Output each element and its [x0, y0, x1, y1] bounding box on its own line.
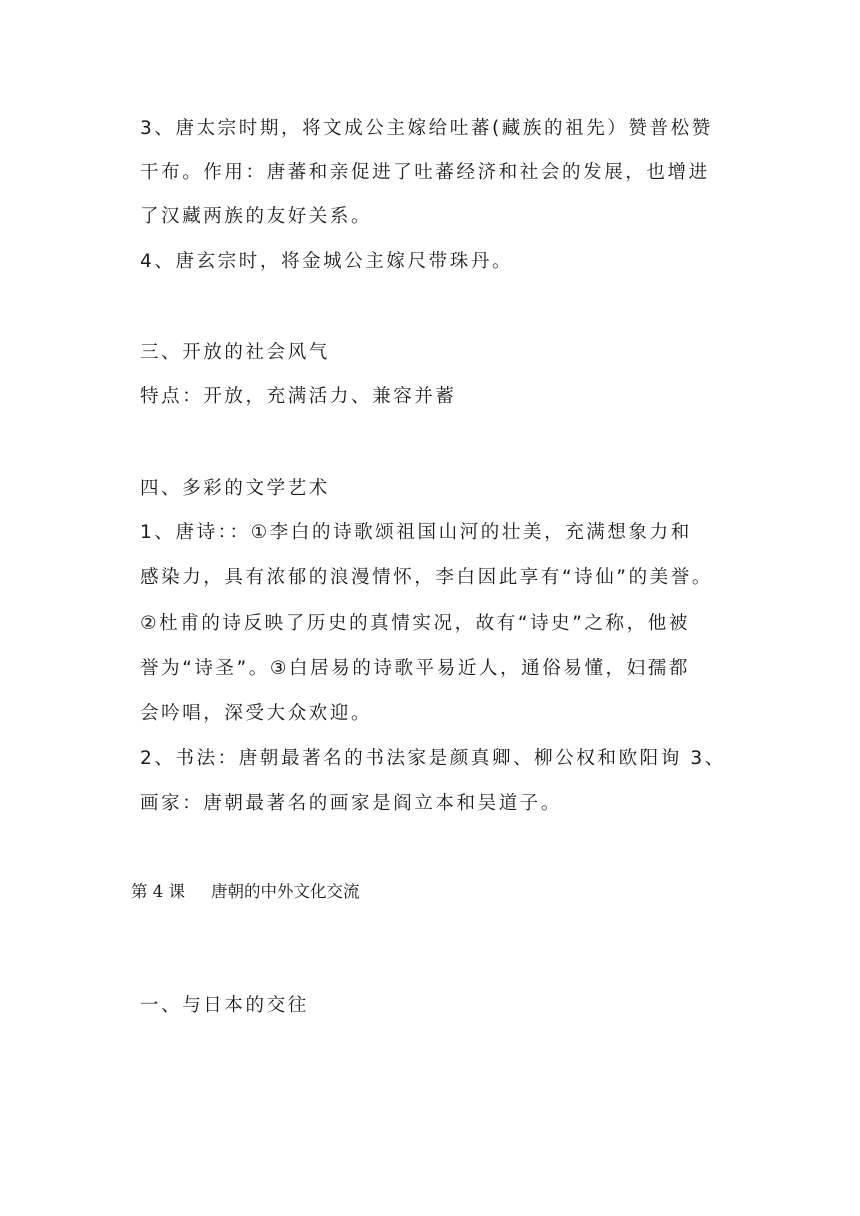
poetry-line2: 感染力，具有浓郁的浪漫情怀，李白因此享有“诗仙”的美誉。	[140, 567, 713, 588]
item3-line2: 干布。作用：唐蕃和亲促进了吐蕃经济和社会的发展，也增进	[140, 162, 710, 183]
lesson-section-1-heading: 一、与日本的交往	[140, 995, 309, 1016]
item4-text: 4、唐玄宗时，将金城公主嫁尺带珠丹。	[140, 251, 514, 272]
calligraphy-line2: 画家：唐朝最著名的画家是阎立本和吴道子。	[140, 793, 563, 814]
poetry-line5: 会吟唱，深受大众欢迎。	[140, 703, 373, 724]
section-3-feature: 特点：开放，充满活力、兼容并蓄	[140, 386, 457, 407]
lesson-title: 唐朝的中外文化交流	[211, 882, 360, 901]
poetry-line3: ②杜甫的诗反映了历史的真情实况，故有“诗史”之称，他被	[140, 613, 690, 634]
section-3-heading: 三、开放的社会风气	[140, 342, 330, 363]
item3-line1: 3、唐太宗时期，将文成公主嫁给吐蕃(藏族的祖先）赞普松赞	[140, 118, 713, 139]
poetry-line4: 誉为“诗圣”。③白居易的诗歌平易近人，通俗易懂，妇孺都	[140, 658, 690, 679]
item3-line3: 了汉藏两族的友好关系。	[140, 206, 373, 227]
calligraphy-line1: 2、书法：唐朝最著名的书法家是颜真卿、柳公权和欧阳询 3、	[140, 748, 726, 769]
lesson-title-row	[131, 880, 360, 904]
section-4-heading: 四、多彩的文学艺术	[140, 478, 330, 499]
lesson-number: 第 4 课	[131, 882, 185, 901]
poetry-line1: 1、唐诗：：①李白的诗歌颂祖国山河的壮美，充满想象力和	[140, 522, 692, 543]
